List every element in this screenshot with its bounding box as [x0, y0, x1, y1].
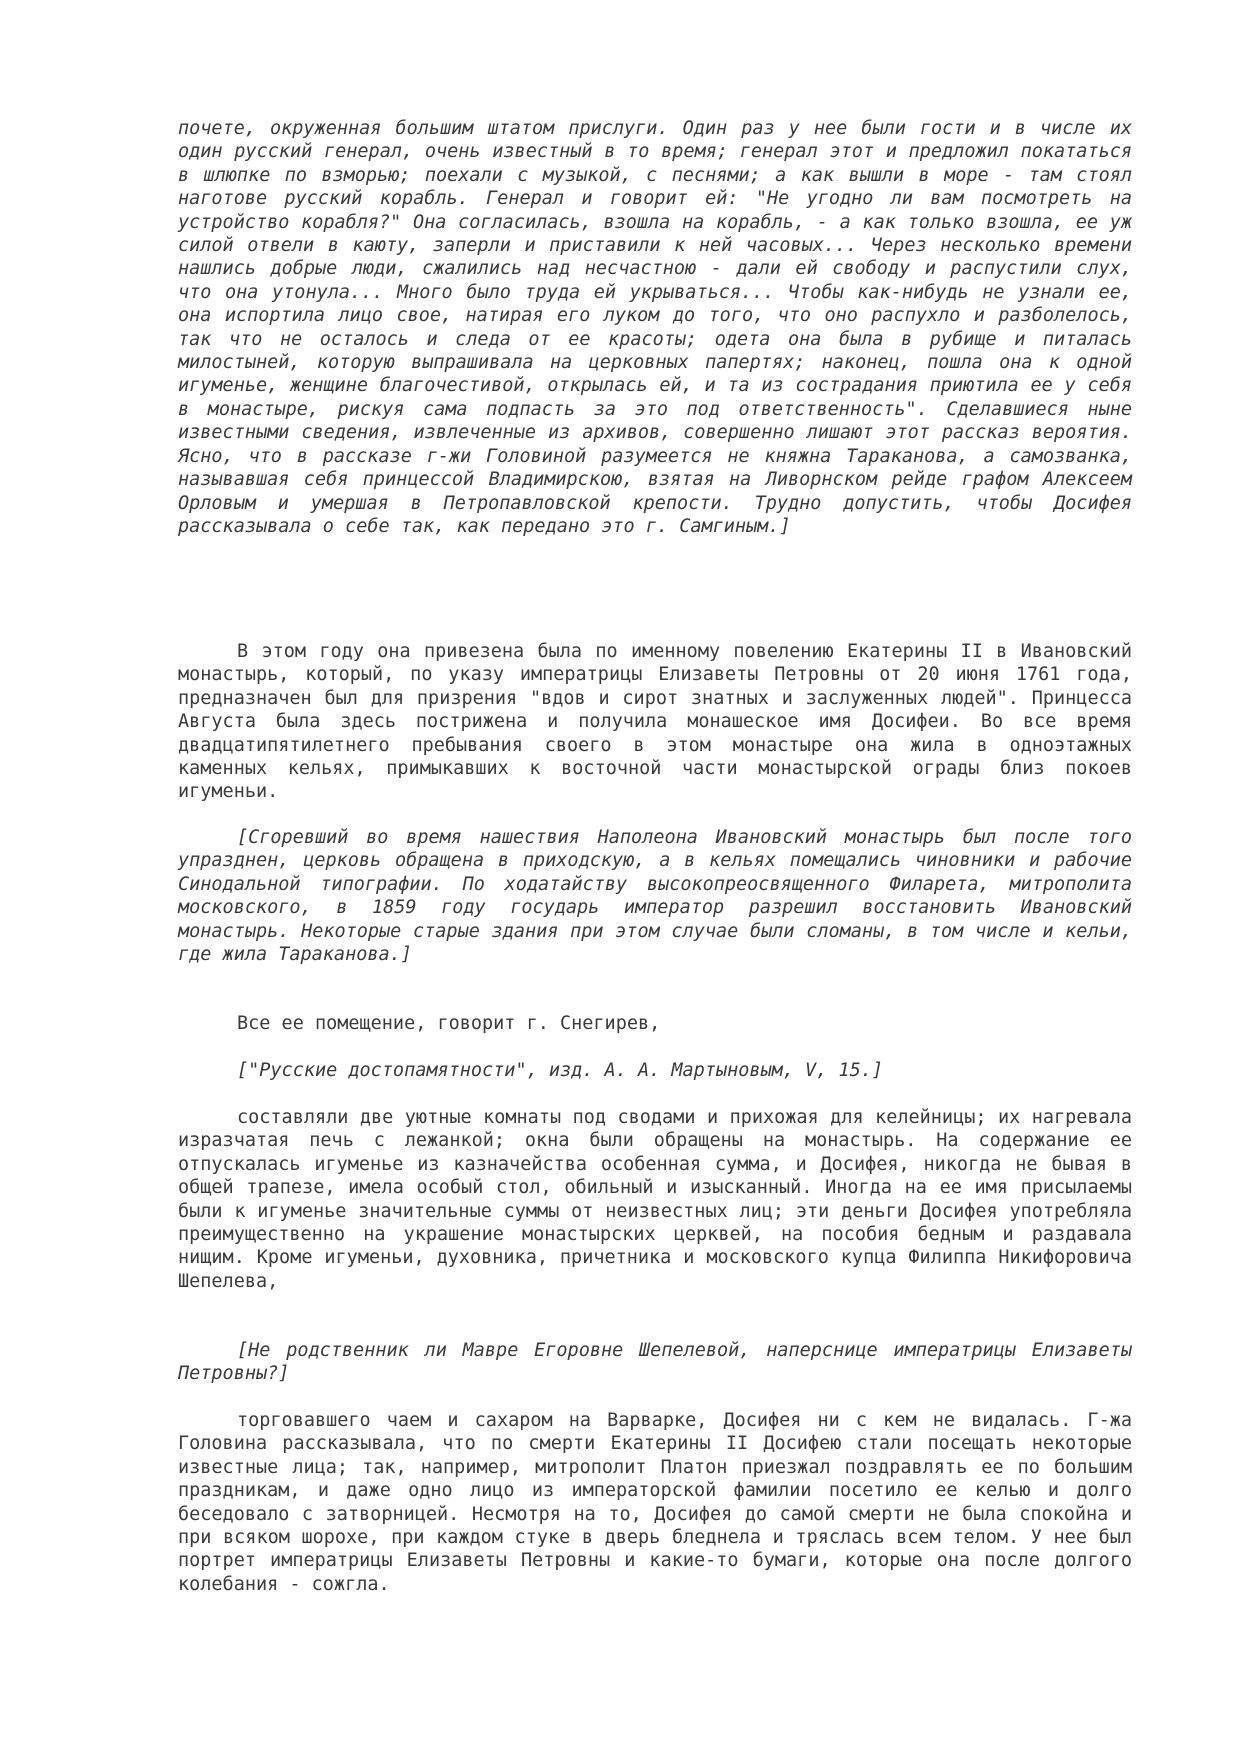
body-paragraph-snegirev: Все ее помещение, говорит г. Снегирев,: [237, 1013, 661, 1034]
body-paragraph-visitors: торговавшего чаем и сахаром на Варварке, Досифея ни с кем не видалась. Г-жа Головина рассказывала, что по смерти Екатерины II Досифею стали посещать некоторые известные лица; так, например, митрополит Платон приезжал поздравлять ее по большим праздникам, и даже одно лицо из императорской фамилии посетило ее келью и долго беседовало с затворницей. Несмотря на то, Досифея до самой смерти не была спокойна и при всяком шорохе, при каждом стуке в дверь бледнела и тряслась всем телом. У нее был портрет императрицы Елизаветы Петровны и какие-то бумаги, которые она после долгого колебания - сожгла.: [178, 1410, 1132, 1595]
footnote-paragraph-fire: [Сгоревший во время нашествия Наполеона Ивановский монастырь был после того упразднен, церковь обращена в приходскую, а в кельях помещались чиновники и рабочие Синодальной типографии. По ходатайству высокопреосвященного Филарета, митрополита московского, в 1859 году государь император разрешил восстановить Ивановский монастырь. Некоторые старые здания при этом случае были сломаны, в том числе и кельи, где жила Тараканова.]: [178, 827, 1132, 966]
body-paragraph-monastery: В этом году она привезена была по именному повелению Екатерины II в Ивановский монастырь, который, по указу императрицы Елизаветы Петровны от 20 июня 1761 года, предназначен был для призрения "вдов и сирот знатных и заслуженных людей". Принцесса Августа была здесь пострижена и получила монашеское имя Досифеи. Во все время двадцатипятилетнего пребывания своего в этом монастыре она жила в одноэтажных каменных кельях, примыкавших к восточной части монастырской ограды близ покоев игуменьи.: [178, 641, 1132, 803]
footnote-paragraph-source: ["Русские достопамятности", изд. А. А. Мартыновым, V, 15.]: [237, 1060, 884, 1081]
footnote-paragraph-story: почете, окруженная большим штатом прислуги. Один раз у нее были гости и в числе их один русский генерал, очень известный в то время; генерал этот и предложил покататься в шлюпке по взморью; поехали с музыкой, с песнями; а как вышли в море - там стоял наготове русский корабль. Генерал и говорит ей: "Не угодно ли вам посмотреть на устройство корабля?" Она согласилась, взошла на корабль, - а как только взошла, ее уж силой отвели в каюту, заперли и приставили к ней часовых... Через несколько времени нашлись добрые люди, сжалились над несчастною - дали ей свободу и распустили слух, что она утонула... Много было труда ей укрываться... Чтобы как-нибудь не узнали ее, она испортила лицо свое, натирая его луком до того, что оно распухло и разболелось, так что не осталось и следа от ее красоты; одета она была в рубище и питалась милостыней, которую выпрашивала на церковных папертях; наконец, пошла она к одной игуменье, женщине благочестивой, открылась ей, и та из сострадания приютила ее у себя в монастыре, рискуя сама подпасть за это под ответственность". Сделавшиеся ныне известными сведения, извлеченные из архивов, совершенно лишают этот рассказ вероятия. Ясно, что в рассказе г-жи Головиной разумеется не княжна Тараканова, а самозванка, называвшая себя принцессой Владимирскою, взятая на Ливорнском рейде графом Алексеем Орловым и умершая в Петропавловской крепости. Трудно допустить, чтобы Досифея рассказывала о себе так, как передано это г. Самгиным.]: [178, 118, 1132, 537]
footnote-paragraph-shepeleva: [Не родственник ли Мавре Егоровне Шепелевой, наперснице императрицы Елизаветы Петровны?]: [178, 1340, 1132, 1385]
body-paragraph-rooms: составляли две уютные комнаты под сводами и прихожая для келейницы; их нагревала изразчатая печь с лежанкой; окна были обращены на монастырь. На содержание ее отпускалась игуменье из казначейства особенная сумма, и Досифея, никогда не бывая в общей трапезе, имела особый стол, обильный и изысканный. Иногда на ее имя присылаемы были к игуменье значительные суммы от неизвестных лиц; эти деньги Досифея употребляла преимущественно на украшение монастырских церквей, на пособия бедным и раздавала нищим. Кроме игуменьи, духовника, причетника и московского купца Филиппа Никифоровича Шепелева,: [178, 1107, 1132, 1292]
